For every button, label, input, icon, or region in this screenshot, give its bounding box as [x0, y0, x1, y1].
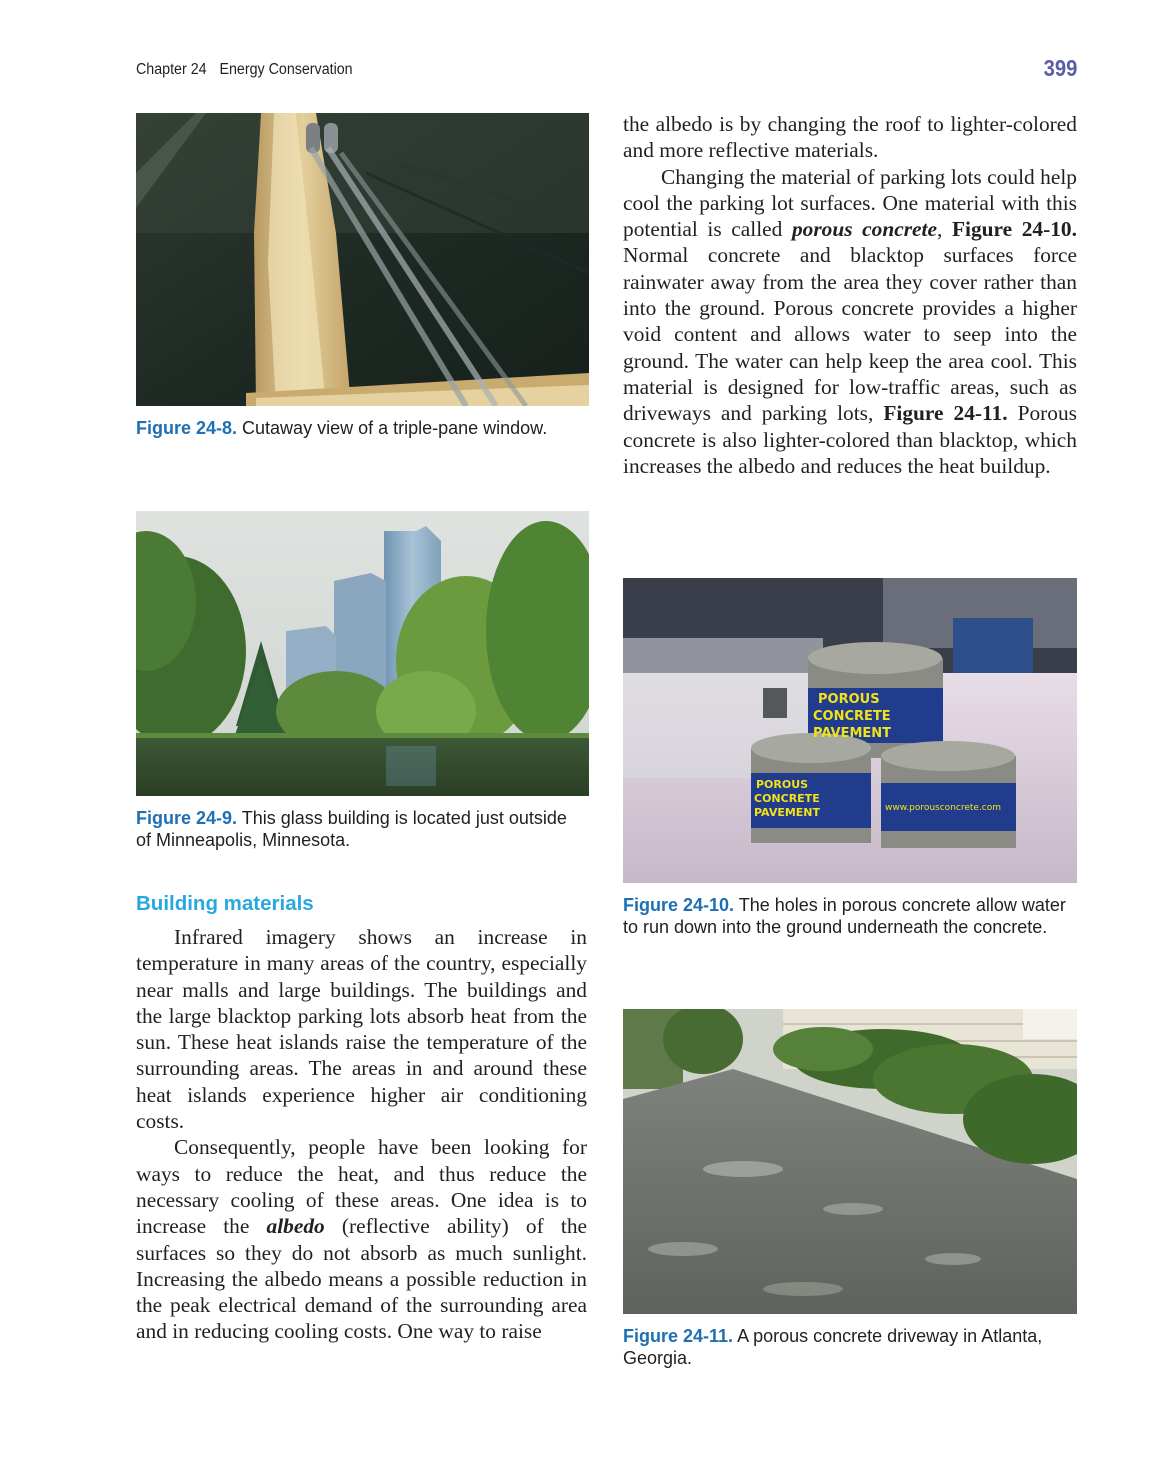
chapter-title: Energy Conservation	[219, 61, 353, 78]
photo-text: PAVEMENT	[813, 726, 892, 741]
figure-24-10-caption	[623, 894, 1079, 938]
key-term: porous concrete	[791, 217, 937, 242]
right-column-text	[623, 111, 1077, 479]
photo-text: www.porousconcrete.com	[885, 803, 1002, 813]
paragraph: the albedo is by changing the roof to lighter-colored and more reflective materials.	[623, 112, 1077, 163]
photo-text: CONCRETE	[813, 709, 891, 724]
figure-reference: Figure 24-11.	[883, 401, 1008, 426]
caption-text: The holes in porous concrete allow water to run down into the ground underneath the concrete.	[623, 895, 1066, 937]
text-run: Normal concrete and blacktop surfaces force rainwater away from the area they cover rather than into the ground. Porous concrete provides a higher void content and allows water to seep into the ground. The water can help keep the area cool. This material is designed for low-traffic areas, such as driveways and parking lots,	[623, 243, 1077, 426]
text-run: Changing the material of parking lots could help cool the parking lot surfaces. One material with this potential is called	[623, 164, 1077, 242]
section-heading: Building materials	[136, 892, 314, 915]
paragraph: Infrared imagery shows an increase in temperature in many areas of the country, especially near malls and large buildings. The buildings and the large blacktop parking lots absorb heat from the sun. These heat islands raise the temperature of the surrounding areas. The areas in and around these heat islands experience higher air conditioning costs.	[136, 925, 587, 1134]
figure-24-11-photo	[623, 1009, 1077, 1314]
figure-label: Figure 24-9.	[136, 808, 238, 828]
left-column-text	[136, 924, 587, 1345]
photo-text: PAVEMENT	[754, 806, 821, 819]
page-number: 399	[1043, 55, 1077, 81]
photo-text: CONCRETE	[754, 792, 820, 805]
figure-label: Figure 24-10.	[623, 895, 735, 915]
photo-text: POROUS	[818, 692, 880, 707]
figure-24-8-photo	[136, 113, 589, 406]
figure-label: Figure 24-11.	[623, 1326, 734, 1346]
figure-24-10-photo	[623, 578, 1077, 883]
figure-24-9-caption	[136, 807, 586, 851]
figure-24-9-photo	[136, 511, 589, 796]
text-run: Porous concrete is also lighter-colored than blacktop, which increases the albedo and reduces the heat buildup.	[623, 401, 1078, 478]
caption-text: Cutaway view of a triple-pane window.	[237, 418, 548, 438]
figure-24-11-caption	[623, 1325, 1063, 1369]
chapter-number: Chapter 24	[136, 61, 207, 78]
running-header	[136, 61, 353, 79]
text-run: ,	[937, 217, 952, 242]
photo-text: POROUS	[756, 778, 809, 791]
caption-text: This glass building is located just outside of Minneapolis, Minnesota.	[136, 808, 567, 850]
text-run: Consequently, people have been looking for ways to reduce the heat, and thus reduce the necessary cooling of these areas. One idea is to increase the	[136, 1135, 587, 1239]
caption-text: A porous concrete driveway in Atlanta, Georgia.	[623, 1326, 1043, 1368]
concrete-cylinder-right	[881, 741, 1016, 848]
figure-label: Figure 24-8.	[136, 418, 238, 438]
text-run: (reflective ability) of the surfaces so they do not absorb as much sunlight. Increasing the albedo means a possible reduction in the peak electrical demand of the surrounding area and in reducing cooling costs. One way to raise	[136, 1214, 588, 1344]
figure-24-8-caption	[136, 417, 586, 439]
paragraph	[136, 1134, 587, 1344]
paragraph	[623, 164, 1077, 480]
figure-reference: Figure 24-10.	[951, 217, 1077, 242]
key-term: albedo	[266, 1214, 325, 1239]
